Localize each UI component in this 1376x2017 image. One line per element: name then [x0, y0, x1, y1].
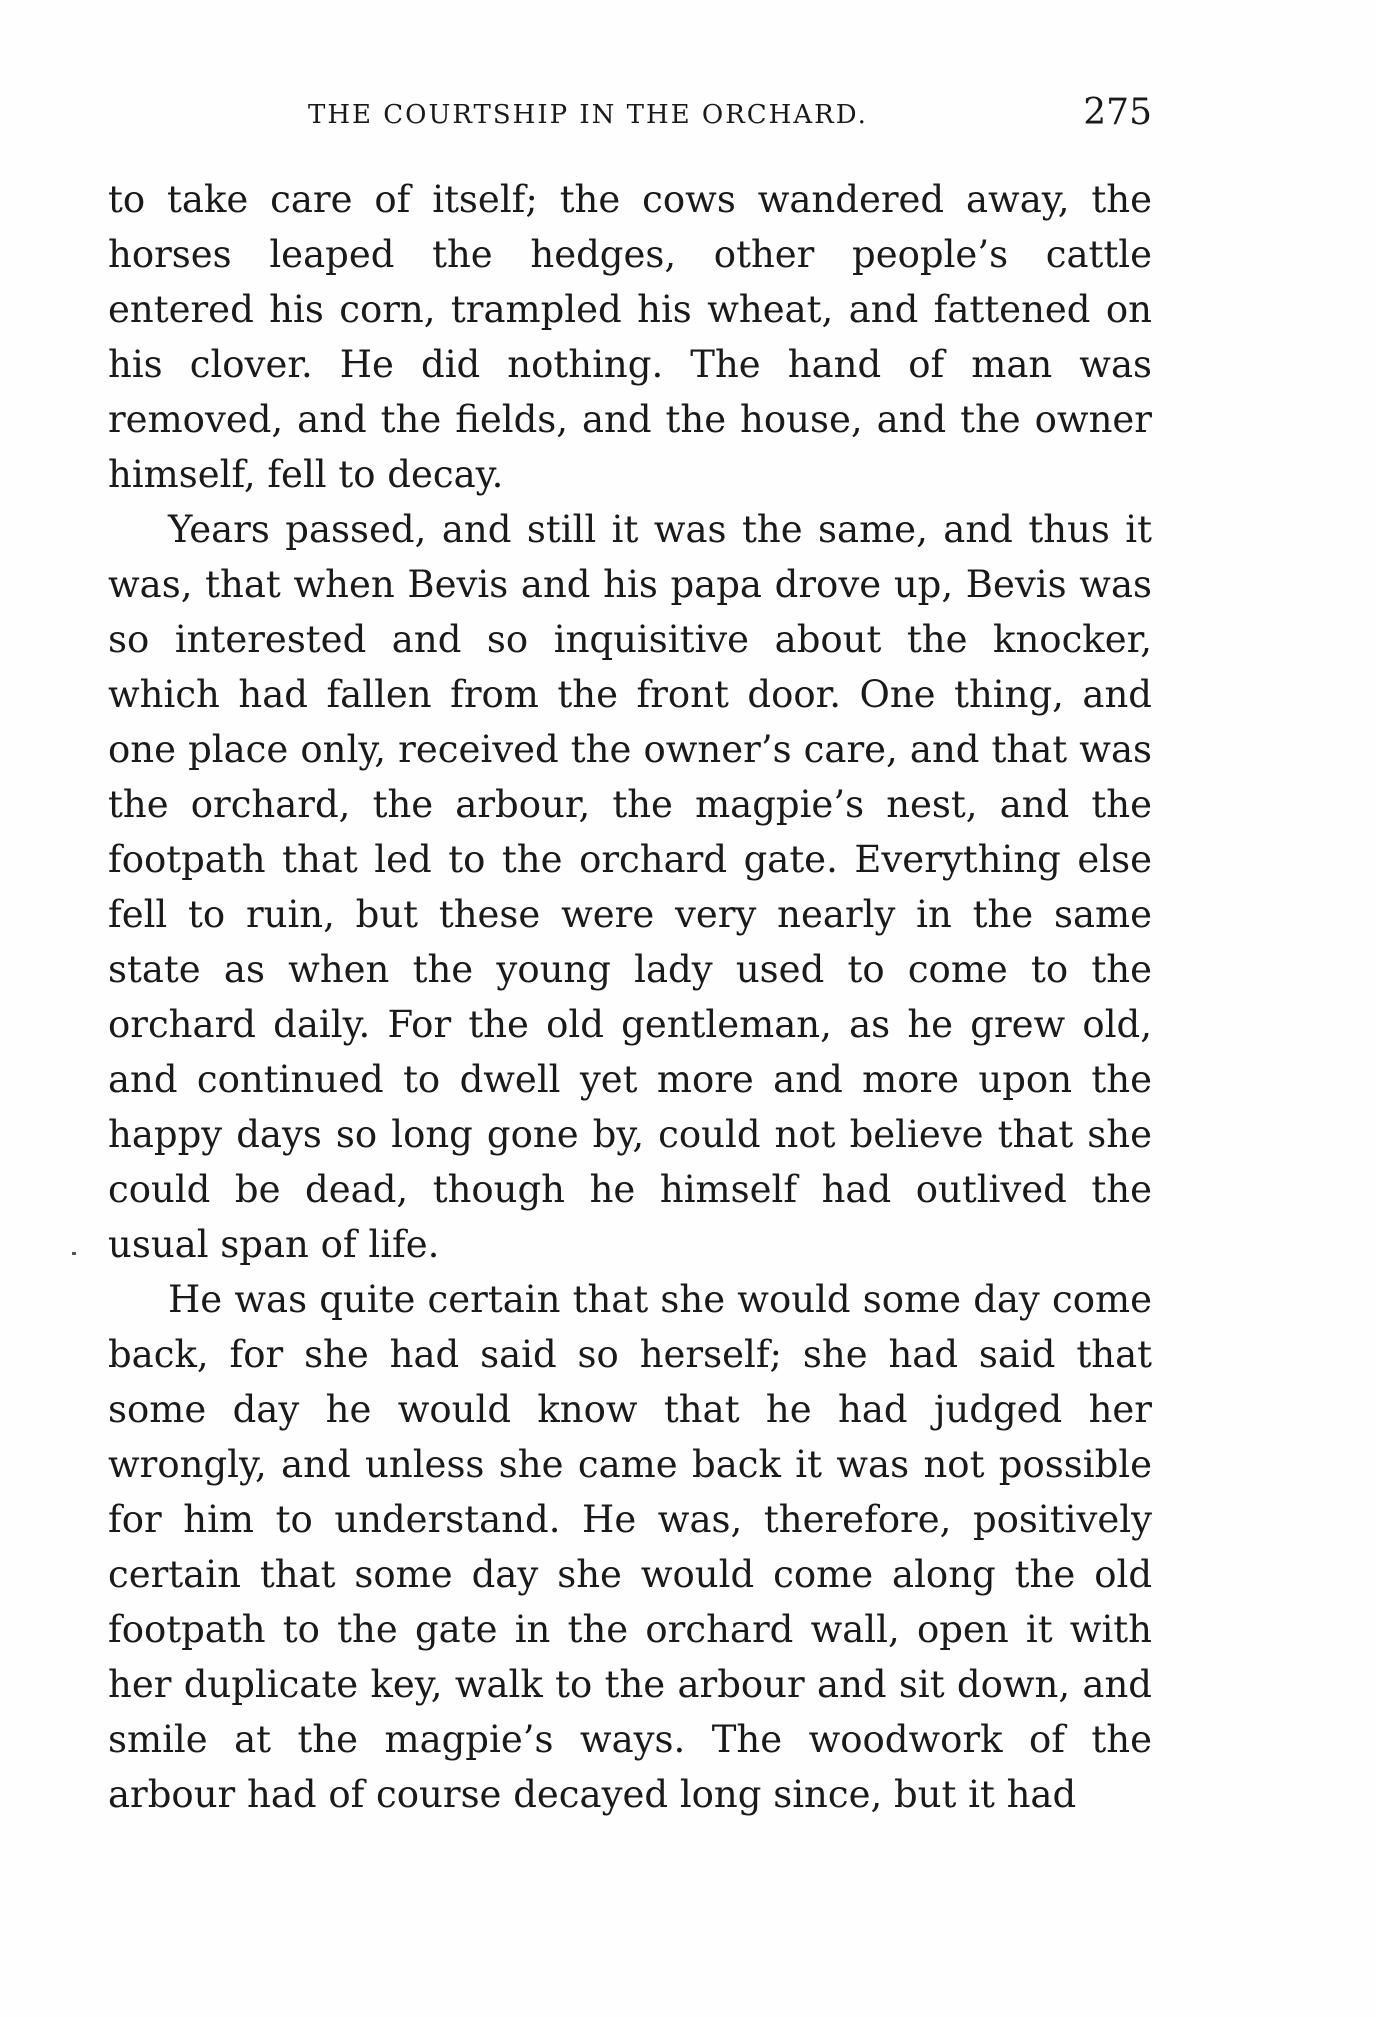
running-title: THE COURTSHIP IN THE ORCHARD.	[308, 100, 868, 130]
running-head	[108, 92, 1152, 140]
margin-speck	[72, 1252, 76, 1255]
page-number: 275	[1083, 92, 1152, 133]
body-text	[108, 172, 1152, 1822]
paragraph-continued: to take care of itself; the cows wandered away, the horses leaped the hedges, other people’s cattle entered his corn, trampled his wheat, and fattened on his clover. He did nothing. The hand of man was removed, and the fields, and the house, and the owner himself, fell to decay.	[108, 178, 1152, 496]
paragraph: Years passed, and still it was the same, and thus it was, that when Bevis and his papa drove up, Bevis was so interested and so inquisitive about the knocker, which had fallen from the front door. One thing, and one place only, received the owner’s care, and that was the orchard, the arbour, the magpie’s nest, and the footpath that led to the orchard gate. Everything else fell to ruin, but these were very nearly in the same state as when the young lady used to come to the orchard daily. For the old gentleman, as he grew old, and continued to dwell yet more and more upon the happy days so long gone by, could not believe that she could be dead, though he himself had outlived the usual span of life.	[108, 508, 1152, 1266]
paragraph: He was quite certain that she would some day come back, for she had said so herself; she had said that some day he would know that he had judged her wrongly, and unless she came back it was not possible for him to understand. He was, therefore, positively certain that some day she would come along the old footpath to the gate in the orchard wall, open it with her duplicate key, walk to the arbour and sit down, and smile at the magpie’s ways. The woodwork of the arbour had of course decayed long since, but it had	[108, 1278, 1152, 1816]
